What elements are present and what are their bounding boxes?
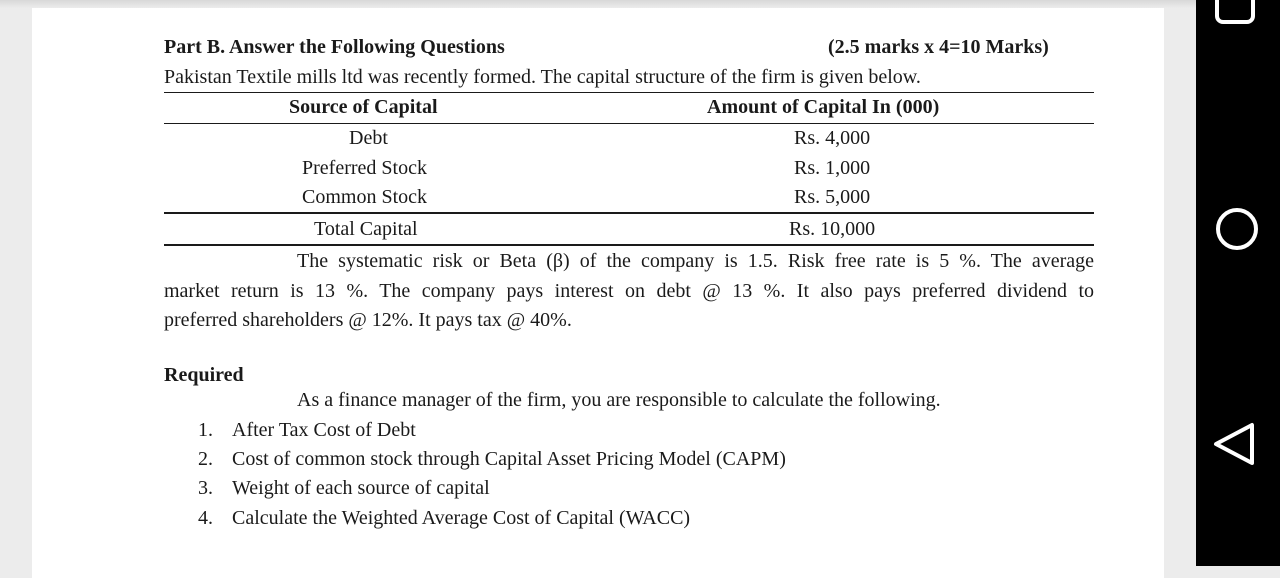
table-bottom-rule <box>164 244 1094 246</box>
table-header-source: Source of Capital <box>289 96 438 118</box>
table-header-rule <box>164 123 1094 124</box>
list-text: Calculate the Weighted Average Cost of Capital (WACC) <box>232 507 691 529</box>
list-text: Weight of each source of capital <box>232 477 490 499</box>
list-number: 1. <box>198 419 213 441</box>
list-text: Cost of common stock through Capital Asset Pricing Model (CAPM) <box>232 448 786 470</box>
required-intro: As a finance manager of the firm, you are responsible to calculate the following. <box>297 389 941 411</box>
intro-text: Pakistan Textile mills ltd was recently formed. The capital structure of the firm is given below. <box>164 66 921 88</box>
table-cell-source: Debt <box>349 127 388 149</box>
recents-square-icon <box>1196 0 1280 40</box>
list-text: After Tax Cost of Debt <box>232 419 416 441</box>
table-cell-amount: Rs. 1,000 <box>794 157 871 179</box>
marks-label: (2.5 marks x 4=10 Marks) <box>828 36 1049 58</box>
paragraph-line: market return is 13 %. The company pays interest on debt @ 13 %. It also pays preferred dividend to <box>164 280 1094 302</box>
list-number: 4. <box>198 507 213 529</box>
paragraph-line: The systematic risk or Beta (β) of the company is 1.5. Risk free rate is 5 %. The average <box>297 250 1094 272</box>
navigation-bar <box>1196 0 1280 566</box>
home-button[interactable] <box>1196 200 1280 260</box>
table-top-rule <box>164 92 1094 93</box>
recents-button[interactable] <box>1196 0 1280 40</box>
required-heading: Required <box>164 364 244 386</box>
table-header-amount: Amount of Capital In (000) <box>707 96 940 118</box>
list-number: 2. <box>198 448 213 470</box>
paragraph-line: preferred shareholders @ 12%. It pays tax @ 40%. <box>164 309 572 331</box>
table-cell-source: Common Stock <box>302 186 428 208</box>
table-cell-amount: Rs. 5,000 <box>794 186 871 208</box>
list-number: 3. <box>198 477 213 499</box>
table-total-top-rule <box>164 212 1094 214</box>
table-total-label: Total Capital <box>314 218 418 240</box>
question-title: Part B. Answer the Following Questions <box>164 36 505 58</box>
table-cell-source: Preferred Stock <box>302 157 427 179</box>
home-circle-icon <box>1196 200 1280 260</box>
back-triangle-icon <box>1196 415 1280 475</box>
table-total-amount: Rs. 10,000 <box>789 218 876 240</box>
top-shadow <box>0 0 1196 8</box>
table-cell-amount: Rs. 4,000 <box>794 127 871 149</box>
back-button[interactable] <box>1196 415 1280 475</box>
